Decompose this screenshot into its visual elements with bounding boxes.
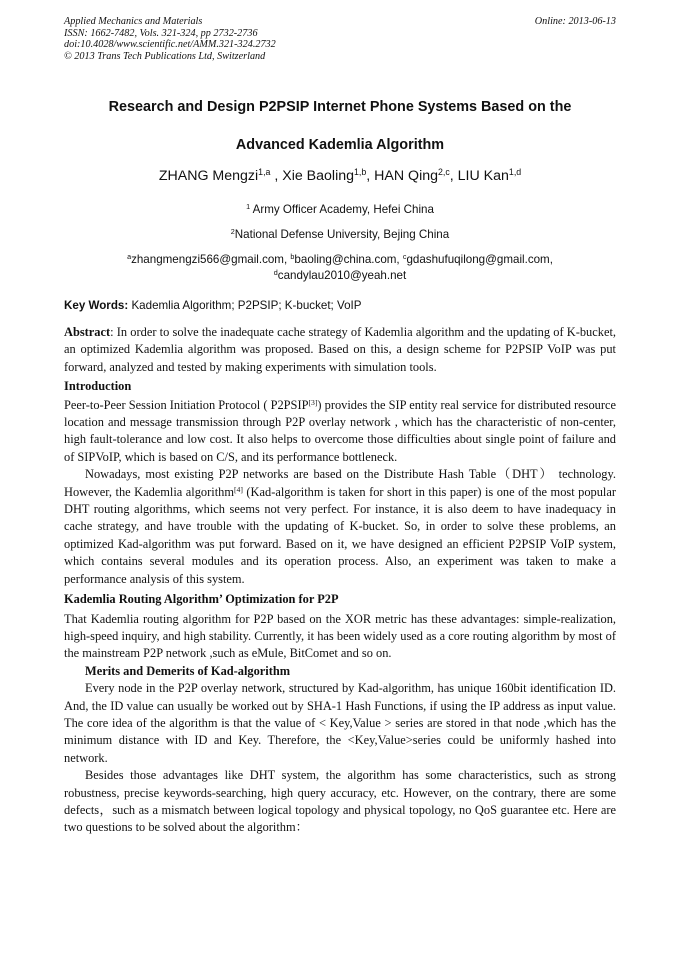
section-heading-kademlia: Kademlia Routing Algorithm’ Optimization for P2P (64, 592, 339, 607)
email-line-1 (64, 252, 616, 268)
section2-paragraph-2: Every node in the P2P overlay network, structured by Kad-algorithm, has unique 160bit identification ID. And, the ID value can usually be worked out by SHA-1 Hash Functions, if using the IP address as input value. The core idea of the algorithm is that the value of < Key,Value > series are stored in that node ,which has the minimum distance with ID and Key. Therefore, the <Key,Value>series could be uniformly hashed into network. (64, 681, 616, 765)
title-line-1: Research and Design P2PSIP Internet Phone Systems Based on the (108, 99, 572, 115)
email-a[interactable]: zhangmengzi566@gmail.com, (131, 253, 291, 266)
keywords-label: Key Words: (64, 299, 129, 312)
intro-p1-text-a: Peer-to-Peer Session Initiation Protocol ( P2PSIP (64, 397, 309, 412)
doi-line: doi:10.4028/www.scientific.net/AMM.321-324.2732 (64, 39, 276, 51)
affiliation-2 (64, 227, 616, 243)
email-b[interactable]: baoling@china.com, (294, 253, 403, 266)
subsection-heading-merits: Merits and Demerits of Kad-algorithm (85, 663, 291, 678)
journal-header (64, 16, 616, 62)
paper-body (64, 324, 616, 837)
affiliation-1-text: Army Officer Academy, Hefei China (250, 203, 434, 216)
copyright-line: © 2013 Trans Tech Publications Ltd, Switzerland (64, 50, 266, 62)
intro-paragraph-1 (64, 397, 616, 467)
affiliation-2-sup: 2 (230, 227, 235, 237)
author-sup: 1,b (354, 167, 367, 178)
author-name: Xie Baoling (282, 168, 355, 184)
affiliation-1 (64, 202, 616, 218)
journal-name: Applied Mechanics and Materials (64, 16, 203, 27)
author-name: HAN Qing (374, 168, 439, 184)
citation-ref: [3] (308, 397, 318, 407)
email-line-2 (64, 268, 616, 284)
author-sup: 1,a (258, 167, 271, 178)
author-sep: , (449, 168, 458, 184)
keywords (64, 298, 616, 314)
author-name: ZHANG Mengzi (158, 168, 259, 184)
issn-line: ISSN: 1662-7482, Vols. 321-324, pp 2732-2736 (64, 27, 258, 39)
online-date: Online: 2013-06-13 (534, 16, 616, 27)
abstract-text: : In order to solve the inadequate cache strategy of Kademlia algorithm and the updating of K-bucket, an optimized Kademlia algorithm was proposed. Based on this, a design scheme for P2PSIP VoIP was put forward, analyzed and tested by making experiments with simulation tools. (64, 325, 616, 374)
author-name: LIU Kan (457, 168, 509, 184)
section2-paragraph-1: That Kademlia routing algorithm for P2P based on the XOR metric has these advantages: simple-realization, high-speed inquiry, and high stability. Currently, it has been widely used as a core routing algorithm by most of the mainstream P2P network ,such as eMule, BitComet and so on. (64, 611, 616, 661)
intro-paragraph-2 (64, 466, 616, 588)
author-sep: , (366, 168, 375, 184)
email-d-sup: d (273, 268, 278, 278)
paper-title (64, 88, 616, 164)
author-list (64, 165, 616, 187)
keywords-text: Kademlia Algorithm; P2PSIP; K-bucket; VoIP (128, 299, 362, 312)
author-sup: 1,d (508, 167, 522, 178)
abstract (64, 324, 616, 376)
email-a-sup: a (127, 252, 132, 262)
title-line-2: Advanced Kademlia Algorithm (235, 137, 445, 153)
affiliation-2-text: National Defense University, Bejing China (234, 228, 450, 241)
abstract-label: Abstract (64, 325, 111, 339)
email-b-sup: b (290, 252, 295, 262)
email-c-sup: c (402, 252, 407, 262)
author-sep: , (270, 168, 283, 184)
intro-p2-text-a: Nowadays, most existing P2P networks are based on the Distribute Hash Table（DHT） technology. However, the Kademlia algorithm (64, 467, 616, 499)
intro-p1-text-b: ) provides the SIP entity real service for distributed resource location and message transmission through P2P overlay network , which has the characteristic of non-center, high fault-tolerance and low cost. It also helps to overcome those difficulties about single point of failure and of SIPVoIP, which is based on C/S, and its performance bottleneck. (64, 397, 616, 464)
email-d[interactable]: candylau2010@yeah.net (277, 269, 407, 282)
author-sup: 2,c (438, 167, 450, 178)
email-c[interactable]: gdashufuqilong@gmail.com, (406, 253, 553, 266)
citation-ref: [4] (233, 484, 243, 494)
intro-p2-text-b: (Kad-algorithm is taken for short in this paper) is one of the most popular DHT routing algorithms, which seems not very perfect. For instance, it is also deem to have inadequacy in cache strategy, and have trouble with the updating of K-bucket. So, in order to solve these problems, an optimized Kad-algorithm was put forward. Based on it, we have designed an efficient P2PSIP VoIP system, which contains several modules and its operation process. Also, an experiment was taken to make a performance analysis of this system. (64, 484, 616, 586)
section-heading-introduction: Introduction (64, 379, 132, 394)
section2-paragraph-3: Besides those advantages like DHT system, the algorithm has some characteristics, such as strong robustness, precise keywords-searching, high query accuracy, etc. However, on the contrary, there are some defects，such as a mismatch between logical topology and physical topology, no QoS guarantee etc. Here are two questions to be solved about the algorithm： (64, 768, 616, 835)
affiliation-1-sup: 1 (246, 202, 251, 212)
